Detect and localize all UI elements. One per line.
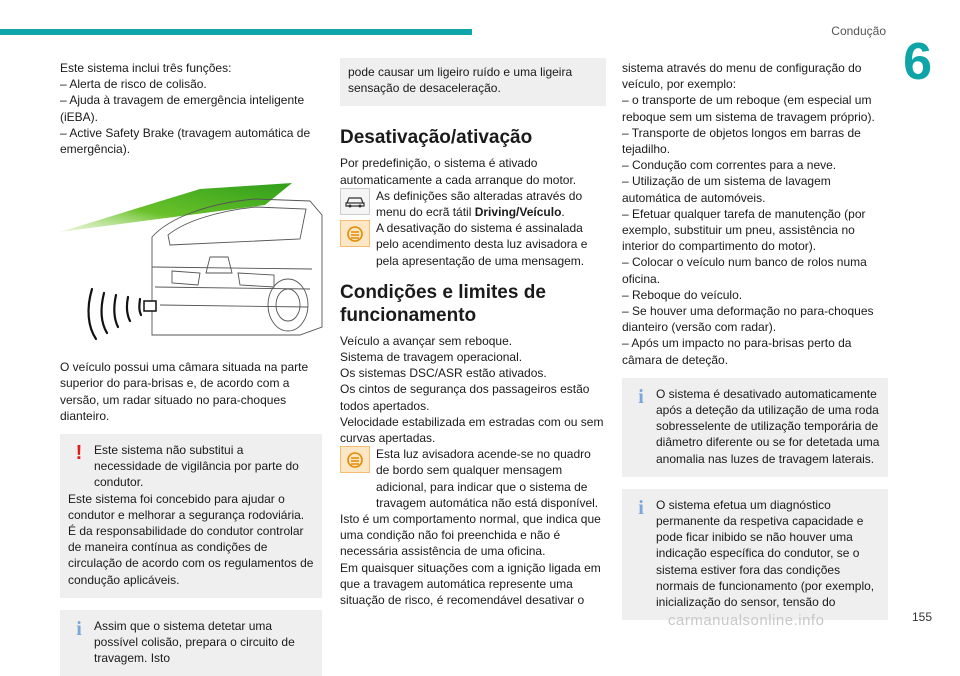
- condition-item: Veículo a avançar sem reboque.: [340, 333, 513, 348]
- info-icon: i: [76, 617, 82, 640]
- car-outline: [152, 199, 322, 335]
- continued-info-box: [340, 58, 606, 106]
- condition-item: Velocidade estabilizada em estradas com ou sem curvas apertadas.: [340, 414, 604, 446]
- header-accent-bar: [0, 29, 472, 35]
- braking-unavailable-light-icon: [340, 446, 370, 473]
- info-box: [60, 610, 322, 676]
- unavailable-indicator-row: [340, 446, 606, 511]
- default-activation-text: Por predefinição, o sistema é ativado automaticamente a cada arranque do motor.: [340, 156, 577, 187]
- condition-item: Os sistemas DSC/ASR estão ativados.: [340, 366, 547, 381]
- info-icon: i: [638, 385, 644, 408]
- settings-row: [340, 188, 606, 220]
- example-item: – Condução com correntes para a neve.: [622, 158, 837, 173]
- info-box-auto-deactivation: [622, 378, 888, 477]
- braking-warning-light-icon: [340, 220, 370, 247]
- car-settings-icon: [340, 188, 370, 215]
- column-3: [622, 60, 888, 620]
- camera-description: O veículo possui uma câmara situada na parte superior do para-brisas e, de acordo com a versão, um radar situado no para-choques dianteiro.: [60, 360, 309, 423]
- example-item: – o transporte de um reboque (em especial um reboque sem um sistema de travagem próprio).: [622, 93, 875, 124]
- example-item: – Utilização de um sistema de lavagem automática de automóveis.: [622, 174, 831, 205]
- info-box-diagnostic: [622, 489, 888, 620]
- warning-text-3: É da responsabilidade do condutor controlar de maneira contínua as condições de circulação de acordo com os regulamentos de condução aplicáveis.: [68, 524, 314, 587]
- function-item: – Alerta de risco de colisão.: [60, 77, 207, 92]
- menu-name: Driving/Veículo: [474, 205, 562, 220]
- example-item: – Reboque do veículo.: [622, 287, 743, 302]
- deactivation-indicator-row: [340, 220, 606, 269]
- auto-deactivation-text: O sistema é desativado automaticamente após a deteção da utilização de uma roda sobresselente de utilização temporária de diâmetro diferente ou se for detetada uma anomalia nas luzes de travagem laterais.: [656, 386, 880, 466]
- example-item: – Transporte de objetos longos em barras de tejadilho.: [622, 125, 861, 157]
- example-item: – Colocar o veículo num banco de rolos numa oficina.: [622, 255, 867, 286]
- heading-deactivation: Desativação/ativação: [340, 127, 533, 149]
- watermark: carmanualsonline.info: [668, 612, 825, 629]
- radar-beam: [60, 183, 292, 232]
- function-item: – Active Safety Brake (travagem automática de emergência).: [60, 125, 311, 157]
- example-item: – Após um impacto no para-brisas perto da câmara de deteção.: [622, 336, 852, 367]
- exclamation-warning-icon: !: [75, 442, 83, 465]
- intro-text: Este sistema inclui três funções:: [60, 61, 232, 75]
- warning-text-2: Este sistema foi concebido para ajudar o condutor e melhorar a segurança rodoviária.: [68, 491, 305, 522]
- unavailable-text: Esta luz avisadora acende-se no quadro de bordo sem qualquer mensagem adicional, para indicar que o sistema de travagem automática não está disponível.: [376, 447, 599, 510]
- heading-conditions: Condições e limites de funcionamento: [340, 281, 546, 326]
- normal-behaviour-text: Isto é um comportamento normal, que indica que uma condição não foi preenchida e não é necessária assistência de uma oficina.: [340, 512, 601, 559]
- info-icon: i: [638, 496, 644, 519]
- function-item: – Ajuda à travagem de emergência inteligente (iEBA).: [60, 93, 305, 124]
- car-illustration-svg: [60, 177, 322, 347]
- menu-config-text: sistema através do menu de configuração do veículo, por exemplo:: [622, 61, 862, 92]
- deactivation-text: A desativação do sistema é assinalada pelo acendimento desta luz avisadora e pela apresentação de uma mensagem.: [376, 221, 588, 268]
- radar-waves: [89, 289, 141, 339]
- example-item: – Efetuar qualquer tarefa de manutenção (por exemplo, substituir um pneu, assistência no interior do compartimento do motor).: [622, 206, 866, 254]
- continued-text: pode causar um ligeiro ruído e uma ligeira sensação de desaceleração.: [348, 65, 573, 96]
- column-1: [60, 60, 322, 676]
- page-number: 155: [911, 610, 932, 624]
- section-title: Condução: [831, 24, 886, 38]
- info-text: Assim que o sistema detetar uma possível colisão, prepara o circuito de travagem. Isto: [94, 618, 295, 666]
- chapter-number: 6: [903, 33, 932, 91]
- condition-item: Os cintos de segurança dos passageiros estão todos apertados.: [340, 382, 590, 413]
- radar-sensor: [144, 301, 156, 311]
- settings-text: As definições são alteradas através do menu do ecrã tátil Driving/Veículo.: [376, 188, 583, 220]
- diagnostic-text: O sistema efetua um diagnóstico permanente da respetiva capacidade e pode ficar inibido se não houver uma indicação específica do condutor, se o sistema estiver fora das condições normais de funcionamento (por exemplo, inicialização do sensor, tensão do: [656, 497, 875, 610]
- example-item: – Se houver uma deformação no para-choques dianteiro (versão com radar).: [622, 304, 874, 335]
- warning-text-1: Este sistema não substitui a necessidade de vigilância por parte do condutor.: [94, 443, 299, 490]
- column-2: [340, 58, 606, 608]
- car-radar-illustration: [60, 177, 322, 347]
- warning-box: [60, 434, 322, 598]
- condition-item: Sistema de travagem operacional.: [340, 350, 523, 365]
- risk-situation-text: Em quaisquer situações com a ignição ligada em que a travagem automática represente uma situação de risco, é recomendável desativar o: [340, 560, 601, 608]
